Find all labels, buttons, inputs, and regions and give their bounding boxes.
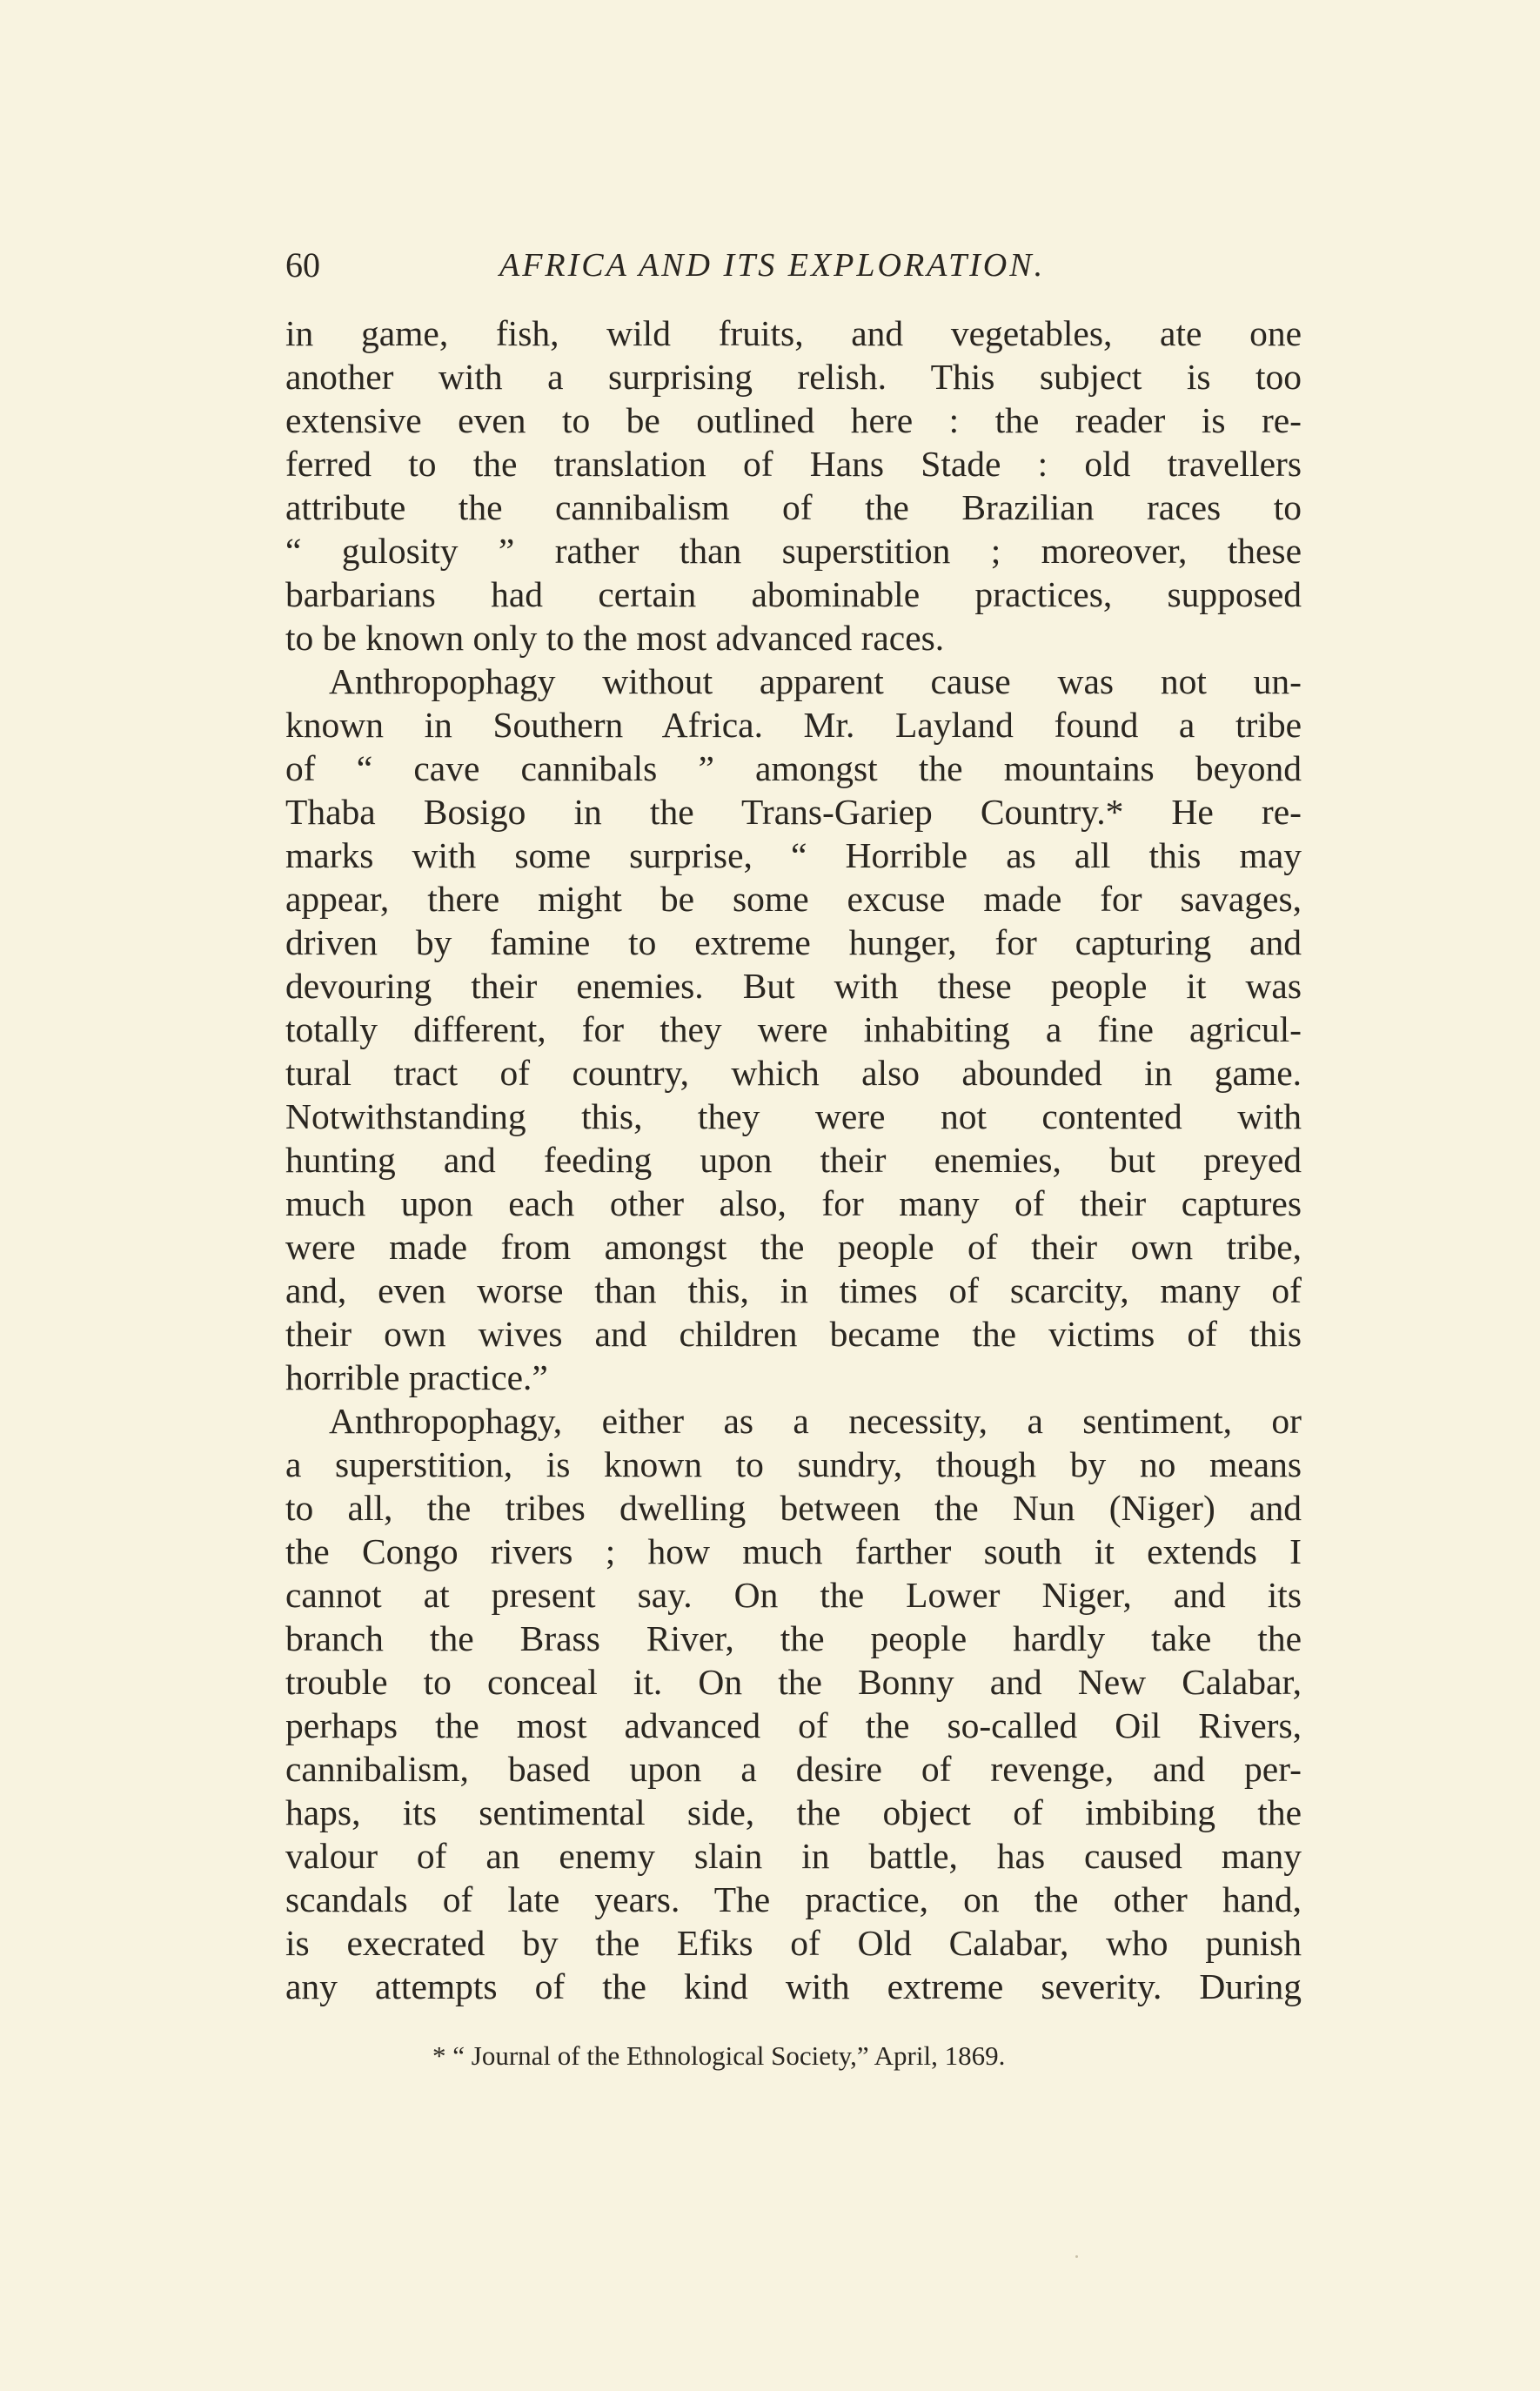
page-header: [285, 241, 1302, 293]
text-line: marks with some surprise, “ Horrible as all this may: [285, 835, 1302, 875]
text-line: driven by famine to extreme hunger, for capturing and: [285, 922, 1302, 962]
text-line: of “ cave cannibals ” amongst the mountains beyond: [285, 748, 1302, 788]
text-line: any attempts of the kind with extreme severity. During: [285, 1966, 1302, 2006]
text-line: their own wives and children became the victims of this: [285, 1314, 1302, 1354]
text-line: cannibalism, based upon a desire of revenge, and per-: [285, 1749, 1302, 1789]
text-line: much upon each other also, for many of their captures: [285, 1183, 1302, 1223]
text-line: another with a surprising relish. This subject is too: [285, 357, 1302, 397]
text-line: devouring their enemies. But with these people it was: [285, 966, 1302, 1006]
paper-speck: [1075, 2255, 1078, 2258]
page-number: 60: [285, 245, 320, 285]
text-line: in game, fish, wild fruits, and vegetables, ate one: [285, 313, 1302, 353]
text-line: trouble to conceal it. On the Bonny and New Calabar,: [285, 1662, 1302, 1702]
text-line: Thaba Bosigo in the Trans-Gariep Country.* He re-: [285, 792, 1302, 832]
text-line: to all, the tribes dwelling between the Nun (Niger) and: [285, 1488, 1302, 1528]
text-line: a superstition, is known to sundry, though by no means: [285, 1444, 1302, 1484]
text-line: attribute the cannibalism of the Brazilian races to: [285, 487, 1302, 527]
text-line: the Congo rivers ; how much farther south it extends I: [285, 1531, 1302, 1571]
text-line: haps, its sentimental side, the object of imbibing the: [285, 1792, 1302, 1832]
body-text: [285, 311, 1302, 2008]
text-line: ferred to the translation of Hans Stade : old travellers: [285, 444, 1302, 484]
running-title: AFRICA AND ITS EXPLORATION.: [499, 247, 1046, 284]
text-line: branch the Brass River, the people hardly take the: [285, 1618, 1302, 1658]
text-line: Notwithstanding this, they were not contented with: [285, 1096, 1302, 1136]
text-line: “ gulosity ” rather than superstition ; moreover, these: [285, 531, 1302, 571]
text-line: and, even worse than this, in times of scarcity, many of: [285, 1270, 1302, 1310]
text-line: appear, there might be some excuse made for savages,: [285, 879, 1302, 919]
text-line: barbarians had certain abominable practices, supposed: [285, 574, 1302, 614]
text-line: valour of an enemy slain in battle, has caused many: [285, 1836, 1302, 1876]
text-line: hunting and feeding upon their enemies, but preyed: [285, 1140, 1302, 1180]
text-line: tural tract of country, which also abounded in game.: [285, 1053, 1302, 1093]
text-line: were made from amongst the people of their own tribe,: [285, 1227, 1302, 1267]
paragraph-start: Anthropophagy without apparent cause was not un-: [329, 661, 1302, 701]
text-line: perhaps the most advanced of the so-called Oil Rivers,: [285, 1705, 1302, 1745]
paragraph-start: Anthropophagy, either as a necessity, a sentiment, or: [329, 1401, 1302, 1441]
text-line: scandals of late years. The practice, on the other hand,: [285, 1879, 1302, 1919]
text-line: known in Southern Africa. Mr. Layland found a tribe: [285, 705, 1302, 745]
text-line: is execrated by the Efiks of Old Calabar, who punish: [285, 1923, 1302, 1963]
text-line: totally different, for they were inhabiting a fine agricul-: [285, 1009, 1302, 1049]
text-line: extensive even to be outlined here : the reader is re-: [285, 400, 1302, 440]
text-line: horrible practice.”: [285, 1357, 548, 1397]
text-line: cannot at present say. On the Lower Niger, and its: [285, 1575, 1302, 1615]
text-line: to be known only to the most advanced races.: [285, 618, 945, 658]
footnote: * “ Journal of the Ethnological Society,” April, 1869.: [432, 2040, 1006, 2071]
